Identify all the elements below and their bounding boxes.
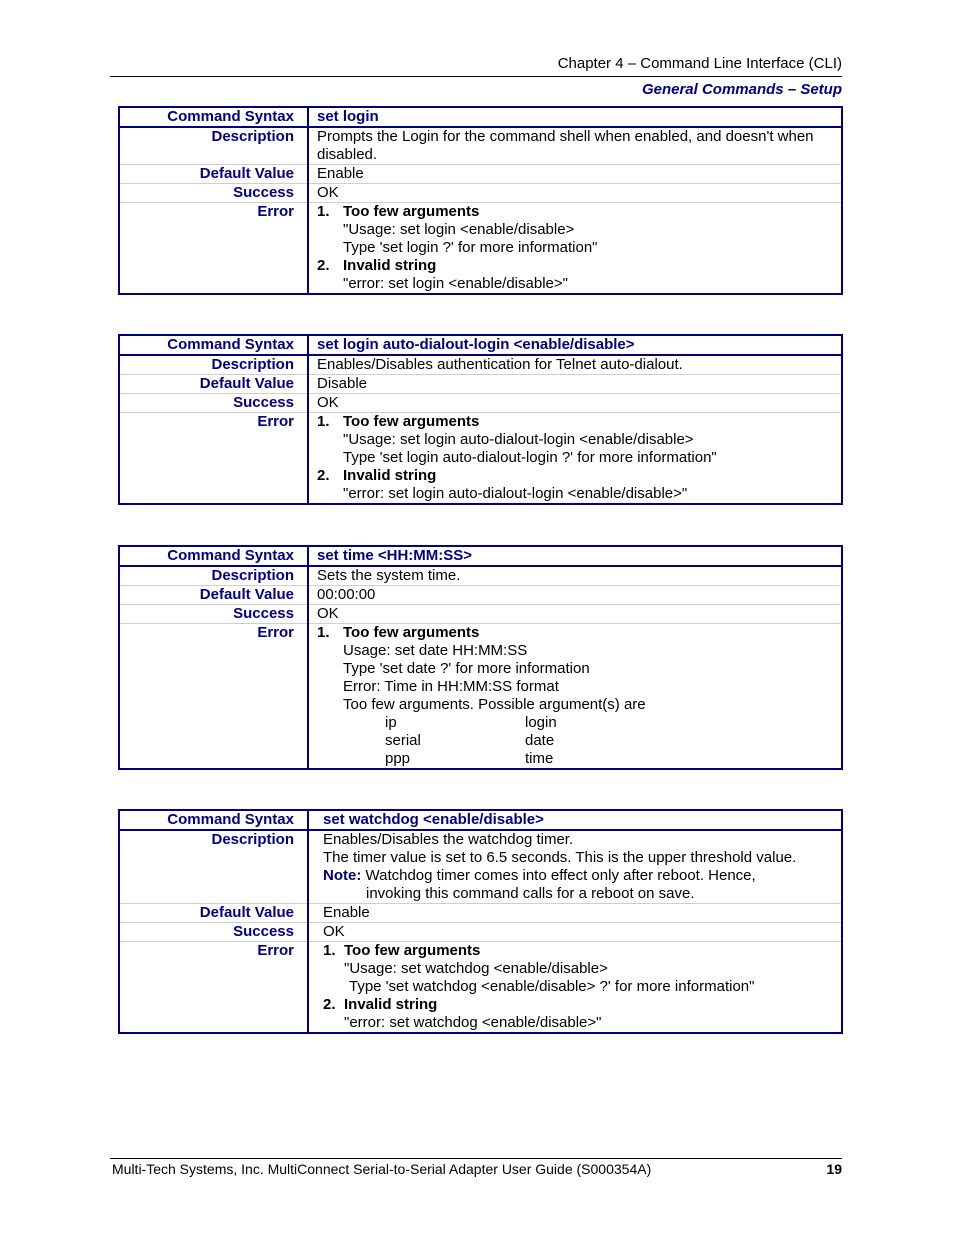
- label-command-syntax: Command Syntax: [119, 546, 308, 566]
- error-detail: Type 'set date ?' for more information: [343, 660, 590, 677]
- error-detail: Type 'set login auto-dialout-login ?' for more information": [343, 449, 717, 466]
- label-description: Description: [119, 566, 308, 586]
- error-list: [308, 413, 842, 505]
- error-title: Invalid string: [343, 257, 437, 274]
- header-section: General Commands – Setup: [641, 81, 842, 98]
- note-label: Note:: [323, 867, 362, 884]
- label-success: Success: [119, 923, 308, 942]
- error-number: 2.: [323, 996, 336, 1013]
- error-list: [308, 624, 842, 770]
- command-table-set-watchdog: [118, 809, 843, 1034]
- argument-row: [317, 732, 841, 750]
- label-description: Description: [119, 127, 308, 165]
- error-detail: "Usage: set login <enable/disable>: [343, 221, 575, 238]
- error-detail: Usage: set date HH:MM:SS: [343, 642, 528, 659]
- error-number: 1.: [317, 624, 330, 641]
- label-default-value: Default Value: [119, 165, 308, 184]
- description: Sets the system time.: [308, 566, 842, 586]
- label-description: Description: [119, 830, 308, 904]
- argument-name: time: [525, 750, 554, 767]
- command-syntax: set time <HH:MM:SS>: [308, 546, 842, 566]
- success-value: OK: [308, 923, 842, 942]
- argument-name: date: [525, 732, 555, 749]
- error-title: Invalid string: [343, 467, 437, 484]
- error-detail: Type 'set watchdog <enable/disable> ?' for more information": [349, 978, 755, 995]
- error-number: 1.: [317, 413, 330, 430]
- description: Enables/Disables authentication for Telnet auto-dialout.: [308, 355, 842, 375]
- error-list: [308, 942, 842, 1034]
- label-success: Success: [119, 605, 308, 624]
- footer-rule: [110, 1158, 842, 1159]
- error-detail: Type 'set login ?' for more information": [343, 239, 598, 256]
- default-value: 00:00:00: [308, 586, 842, 605]
- error-title: Too few arguments: [344, 942, 481, 959]
- argument-row: [317, 750, 841, 768]
- label-error: Error: [119, 624, 308, 770]
- page-number: 19: [826, 1161, 842, 1177]
- success-value: OK: [308, 394, 842, 413]
- error-detail: "Usage: set watchdog <enable/disable>: [344, 960, 608, 977]
- header-rule: [110, 76, 842, 77]
- description: Prompts the Login for the command shell when enabled, and doesn't when disabled.: [308, 127, 842, 165]
- command-syntax: set login: [308, 107, 842, 127]
- success-value: OK: [308, 184, 842, 203]
- label-error: Error: [119, 942, 308, 1034]
- label-command-syntax: Command Syntax: [119, 810, 308, 830]
- error-title: Too few arguments: [343, 203, 480, 220]
- description-line: The timer value is set to 6.5 seconds. This is the upper threshold value.: [323, 849, 797, 866]
- command-table-set-login: [118, 106, 843, 295]
- label-error: Error: [119, 203, 308, 295]
- argument-name: serial: [385, 732, 421, 749]
- success-value: OK: [308, 605, 842, 624]
- error-detail: "error: set login auto-dialout-login <enable/disable>": [343, 485, 688, 502]
- error-title: Too few arguments: [343, 413, 480, 430]
- label-description: Description: [119, 355, 308, 375]
- command-table-set-time: [118, 545, 843, 770]
- note-text: Watchdog timer comes into effect only after reboot. Hence,: [365, 867, 756, 884]
- label-command-syntax: Command Syntax: [119, 107, 308, 127]
- note-text: invoking this command calls for a reboot on save.: [366, 885, 695, 902]
- header-chapter: Chapter 4 – Command Line Interface (CLI): [557, 55, 842, 72]
- error-title: Too few arguments: [343, 624, 480, 641]
- label-error: Error: [119, 413, 308, 505]
- label-success: Success: [119, 184, 308, 203]
- error-detail: "Usage: set login auto-dialout-login <enable/disable>: [343, 431, 694, 448]
- label-default-value: Default Value: [119, 586, 308, 605]
- label-success: Success: [119, 394, 308, 413]
- argument-name: ip: [385, 714, 397, 731]
- command-syntax: set login auto-dialout-login <enable/disable>: [308, 335, 842, 355]
- error-detail: "error: set watchdog <enable/disable>": [344, 1014, 602, 1031]
- error-number: 2.: [317, 467, 330, 484]
- label-default-value: Default Value: [119, 904, 308, 923]
- error-number: 1.: [323, 942, 336, 959]
- error-detail: "error: set login <enable/disable>": [343, 275, 568, 292]
- default-value: Disable: [308, 375, 842, 394]
- argument-name: ppp: [385, 750, 411, 767]
- error-number: 1.: [317, 203, 330, 220]
- argument-row: [317, 714, 841, 732]
- error-detail: Too few arguments. Possible argument(s) are: [343, 696, 646, 713]
- default-value: Enable: [308, 165, 842, 184]
- default-value: Enable: [308, 904, 842, 923]
- label-command-syntax: Command Syntax: [119, 335, 308, 355]
- label-default-value: Default Value: [119, 375, 308, 394]
- footer-text: Multi-Tech Systems, Inc. MultiConnect Serial-to-Serial Adapter User Guide (S000354A): [112, 1161, 652, 1177]
- error-detail: Error: Time in HH:MM:SS format: [343, 678, 559, 695]
- error-number: 2.: [317, 257, 330, 274]
- description-line: Enables/Disables the watchdog timer.: [323, 831, 574, 848]
- command-table-set-login-auto-dialout: [118, 334, 843, 505]
- error-list: [308, 203, 842, 295]
- error-title: Invalid string: [344, 996, 438, 1013]
- command-syntax: set watchdog <enable/disable>: [308, 810, 842, 830]
- description: [308, 830, 842, 904]
- argument-name: login: [525, 714, 557, 731]
